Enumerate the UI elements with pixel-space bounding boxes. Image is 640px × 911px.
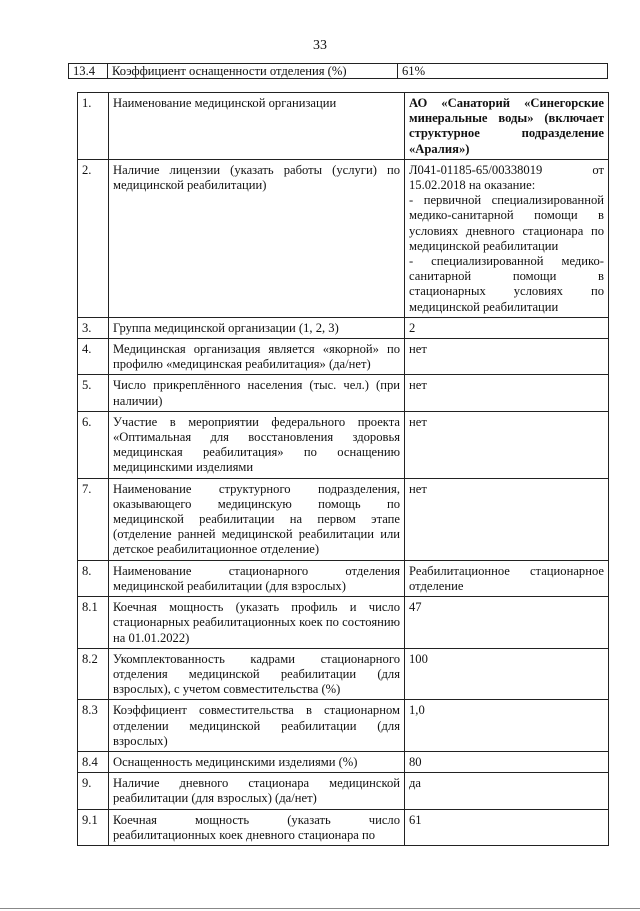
row-label: Коечная мощность (указать число реабилитационных коек дневного стационара по [109, 809, 405, 845]
table-row [69, 64, 608, 79]
row-label: Укомплектованность кадрами стационарного отделения медицинской реабилитации (для взрослых), с учетом совместительства (%) [109, 648, 405, 700]
row-number: 8.3 [78, 700, 109, 752]
row-value: АО «Санаторий «Синегорские минеральные воды» (включает структурное подразделение «Аралия») [405, 93, 609, 160]
row-number: 3. [78, 317, 109, 338]
row-value: нет [405, 339, 609, 375]
row-number: 4. [78, 339, 109, 375]
row-number: 2. [78, 159, 109, 317]
row-label: Наличие лицензии (указать работы (услуги) по медицинской реабилитации) [109, 159, 405, 317]
table-row [78, 560, 609, 596]
row-label: Наличие дневного стационара медицинской реабилитации (для взрослых) (да/нет) [109, 773, 405, 809]
row-number: 9. [78, 773, 109, 809]
table-row [78, 648, 609, 700]
row-value: да [405, 773, 609, 809]
row-value: Реабилитационное стационарное отделение [405, 560, 609, 596]
table-row [78, 317, 609, 338]
row-value: 2 [405, 317, 609, 338]
table-row [78, 339, 609, 375]
row-value: 1,0 [405, 700, 609, 752]
row-number: 9.1 [78, 809, 109, 845]
row-number: 8. [78, 560, 109, 596]
table-row [78, 411, 609, 478]
page-bottom-divider [0, 908, 640, 909]
table-row [78, 597, 609, 649]
row-number: 7. [78, 478, 109, 560]
row-number: 13.4 [69, 64, 108, 79]
row-label: Коечная мощность (указать профиль и число стационарных реабилитационных коек по состоянию на 01.01.2022) [109, 597, 405, 649]
row-label: Наименование медицинской организации [109, 93, 405, 160]
table-row [78, 375, 609, 411]
table-row [78, 809, 609, 845]
row-number: 8.1 [78, 597, 109, 649]
row-number: 6. [78, 411, 109, 478]
row-label: Медицинская организация является «якорной» по профилю «медицинская реабилитация» (да/нет) [109, 339, 405, 375]
row-label: Наименование структурного подразделения, оказывающего медицинскую помощь по медицинской реабилитации на первом этапе (отделение ранней медицинской реабилитации или детское реабилитационное отделение) [109, 478, 405, 560]
row-label: Группа медицинской организации (1, 2, 3) [109, 317, 405, 338]
row-value: 100 [405, 648, 609, 700]
row-value: 47 [405, 597, 609, 649]
row-number: 8.4 [78, 751, 109, 772]
row-value: Л041-01185-65/00338019 от 15.02.2018 на оказание: - первичной специализированной медико-санитарной помощи в условиях дневного стационара по медицинской реабилитации - специализированной медико-санитарной помощи в стационарных условиях по медицинской реабилитации [405, 159, 609, 317]
table-body [78, 93, 609, 846]
row-value: 80 [405, 751, 609, 772]
row-value: 61% [398, 64, 608, 79]
row-number: 1. [78, 93, 109, 160]
page-number: 33 [313, 38, 327, 53]
table-row [78, 93, 609, 160]
row-label: Оснащенность медицинскими изделиями (%) [109, 751, 405, 772]
row-label: Участие в мероприятии федерального проекта «Оптимальная для восстановления здоровья медицинская реабилитация» по оснащению медицинскими изделиями [109, 411, 405, 478]
continuation-table [68, 63, 608, 79]
row-number: 8.2 [78, 648, 109, 700]
row-label: Коэффициент совместительства в стационарном отделении медицинской реабилитации (для взрослых) [109, 700, 405, 752]
row-value: нет [405, 411, 609, 478]
table-row [78, 478, 609, 560]
table-row [78, 700, 609, 752]
row-value: нет [405, 375, 609, 411]
row-label: Число прикреплённого населения (тыс. чел.) (при наличии) [109, 375, 405, 411]
row-value: нет [405, 478, 609, 560]
table-row [78, 751, 609, 772]
table-row [78, 159, 609, 317]
row-label: Коэффициент оснащенности отделения (%) [108, 64, 398, 79]
table-row [78, 773, 609, 809]
row-value: 61 [405, 809, 609, 845]
medical-organization-table [77, 92, 609, 846]
row-label: Наименование стационарного отделения медицинской реабилитации (для взрослых) [109, 560, 405, 596]
row-number: 5. [78, 375, 109, 411]
